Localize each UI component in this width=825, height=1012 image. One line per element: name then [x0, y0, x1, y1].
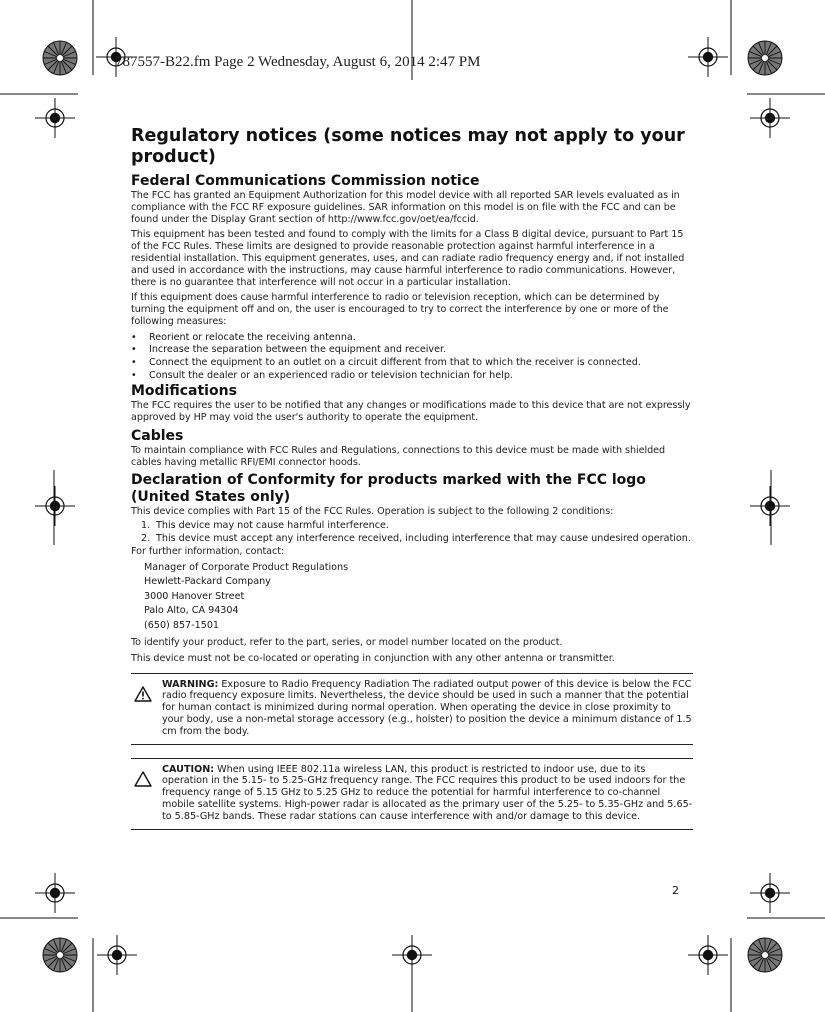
- page-title: Regulatory notices (some notices may not apply to your product): [131, 126, 685, 167]
- caution-notice: [131, 758, 693, 830]
- list-item: [131, 533, 693, 545]
- condition-number: 2.: [141, 532, 151, 544]
- fcc-paragraph: This equipment has been tested and found to comply with the limits for a Class B digital device, pursuant to Part 15 of the FCC Rules. These limits are designed to provide reasonable protection against harmful interference in a residential installation. This equipment generates, uses, and can radiate radio frequency energy and, if not installed and used in accordance with the instructions, may cause harmful interference to radio communications. However, there is no guarantee that interference will not occur in a particular installation.: [131, 229, 685, 288]
- caution-triangle-icon: [134, 771, 152, 787]
- caution-text: When using IEEE 802.11a wireless LAN, this product is restricted to indoor use, due to its operation in the 5.15- to 5.25-GHz frequency range. The FCC requires this product to be used indoors for the frequency range of 5.15 GHz to 5.25 GHz to reduce the potential for harmful interference to co-channel mobile satellite systems. High-power radar is allocated as the primary user of the 5.25- to 5.35-GHz and 5.65- to 5.85-GHz bands. These radar stations can cause interference with and/or damage to this device.: [162, 763, 693, 822]
- page-number: 2: [672, 884, 679, 897]
- list-item: • Consult the dealer or an experienced radio or television technician for help.: [131, 370, 693, 383]
- contact-line: Palo Alto, CA 94304: [144, 605, 239, 617]
- cables-text: To maintain compliance with FCC Rules and Regulations, connections to this device must be made with shielded cables having metallic RFI/EMI connector hoods.: [131, 444, 666, 468]
- registration-mark-icon: [750, 98, 790, 138]
- file-header-line: 787557-B22.fm Page 2 Wednesday, August 6, 2014 2:47 PM: [115, 54, 481, 70]
- condition-text: This device must accept any interference received, including interference that may cause undesired operation.: [156, 532, 691, 544]
- star-target-icon: [748, 41, 782, 75]
- identify-text: To identify your product, refer to the part, series, or model number located on the product.: [131, 637, 563, 649]
- list-item: • Increase the separation between the equipment and receiver.: [131, 344, 693, 357]
- warning-triangle-icon: [134, 686, 152, 702]
- warning-label: WARNING:: [162, 678, 219, 690]
- star-target-icon: [43, 41, 77, 75]
- condition-number: 1.: [141, 520, 151, 532]
- fcc-heading: Federal Communications Commission notice: [131, 173, 480, 189]
- registration-mark-icon: [688, 935, 728, 975]
- modifications-text: The FCC requires the user to be notified that any changes or modifications made to this device that are not expressly approved by HP may void the user's authority to operate the equipment.: [131, 400, 691, 423]
- star-target-icon: [43, 938, 77, 972]
- fcc-paragraph: The FCC has granted an Equipment Authorization for this model device with all reported SAR levels evaluated as in compliance with the FCC RF exposure guidelines. SAR information on this model is on file with the FCC and can be found under the Display Grant section of http://www.fcc.gov/oet/ea/fccid.: [131, 190, 680, 225]
- warning-notice: [131, 673, 693, 745]
- list-item: [131, 520, 693, 532]
- list-item: • Reorient or relocate the receiving antenna.: [131, 332, 693, 345]
- list-item: • Connect the equipment to an outlet on a circuit different from that to which the receiver is connected.: [131, 357, 693, 370]
- fcc-paragraph: If this equipment does cause harmful interference to radio or television reception, which can be determined by turning the equipment off and on, the user is encouraged to try to correct the interference by one or more of the following measures:: [131, 292, 669, 327]
- contact-line: Hewlett-Packard Company: [144, 576, 271, 588]
- declaration-heading: Declaration of Conformity for products marked with the FCC logo (United States only): [131, 472, 646, 506]
- colocate-text: This device must not be co-located or operating in conjunction with any other antenna or transmitter.: [131, 652, 615, 664]
- star-target-icon: [748, 938, 782, 972]
- document-body: [131, 126, 693, 830]
- registration-mark-icon: [97, 935, 137, 975]
- registration-mark-icon: [35, 873, 75, 913]
- measures-list: [131, 332, 693, 382]
- modifications-heading: Modifications: [131, 383, 237, 400]
- registration-mark-icon: [35, 98, 75, 138]
- warning-text: Exposure to Radio Frequency Radiation The radiated output power of this device is below the FCC radio frequency exposure limits. Nevertheless, the device should be used in such a manner that the potential for human contact is minimized during normal operation. When operating the device in close proximity to your body, use a non-metal storage accessory (e.g., holster) to position the device a minimum distance of 1.5 cm from the body.: [162, 678, 692, 737]
- contact-line: (650) 857-1501: [144, 619, 220, 631]
- cables-heading: Cables: [131, 427, 184, 444]
- contact-line: 3000 Hanover Street: [144, 590, 245, 602]
- registration-mark-icon: [688, 37, 728, 77]
- registration-mark-icon: [35, 486, 75, 526]
- contact-line: Manager of Corporate Product Regulations: [144, 561, 349, 573]
- registration-mark-icon: [750, 486, 790, 526]
- condition-text: This device may not cause harmful interference.: [156, 520, 389, 532]
- registration-mark-icon: [750, 873, 790, 913]
- conditions-list: [131, 520, 693, 545]
- declaration-intro: This device complies with Part 15 of the FCC Rules. Operation is subject to the following 2 conditions:: [131, 506, 614, 518]
- contact-intro: For further information, contact:: [131, 545, 285, 557]
- contact-address: [144, 561, 693, 634]
- caution-label: CAUTION:: [162, 763, 215, 775]
- registration-mark-icon: [392, 935, 432, 975]
